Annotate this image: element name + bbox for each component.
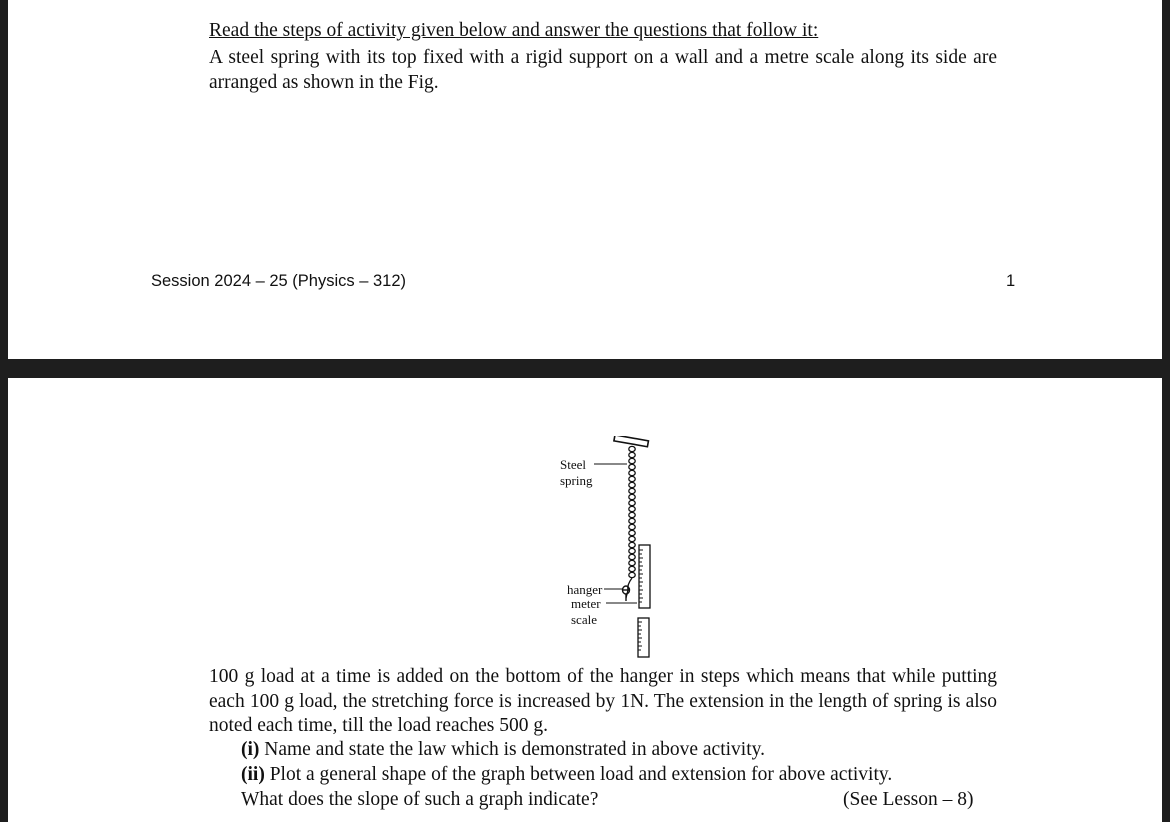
document-page-2 [8, 378, 1162, 822]
rigid-support [614, 436, 649, 447]
hanger [623, 586, 630, 601]
label-steel: Steel [560, 457, 586, 472]
lesson-reference: (See Lesson – 8) [843, 789, 974, 810]
question-2-text: Plot a general shape of the graph between load and extension for above activity. [269, 764, 893, 785]
question-1-number: (i) [241, 739, 260, 760]
question-2 [241, 763, 997, 788]
question-2-continuation [241, 788, 997, 813]
label-hanger: hanger [567, 582, 603, 597]
question-1-text: Name and state the law which is demonstrated in above activity. [264, 739, 765, 760]
spring-figure [546, 436, 656, 662]
label-meter: meter [571, 596, 601, 611]
metre-scale [639, 545, 650, 608]
question-2-number: (ii) [241, 764, 265, 785]
page-number: 1 [1006, 272, 1016, 290]
question-1 [241, 738, 765, 763]
activity-description: 100 g load at a time is added on the bottom of the hanger in steps which means that while putting each 100 g load, the stretching force is increased by 1N. The extension in the length of spring is also noted each time, till the load reaches 500 g. [209, 666, 997, 736]
question-2-slope-text: What does the slope of such a graph indicate? [241, 789, 599, 810]
activity-heading: Read the steps of activity given below and answer the questions that follow it: [209, 20, 819, 41]
activity-intro: A steel spring with its top fixed with a rigid support on a wall and a metre scale along its side are arranged as shown in the Fig. [209, 47, 997, 93]
document-page-1 [8, 0, 1162, 359]
metre-scale-lower [638, 618, 649, 657]
page-footer-session: Session 2024 – 25 (Physics – 312) [151, 272, 406, 290]
label-spring: spring [560, 473, 593, 488]
label-scale: scale [571, 612, 597, 627]
steel-spring [626, 446, 635, 598]
